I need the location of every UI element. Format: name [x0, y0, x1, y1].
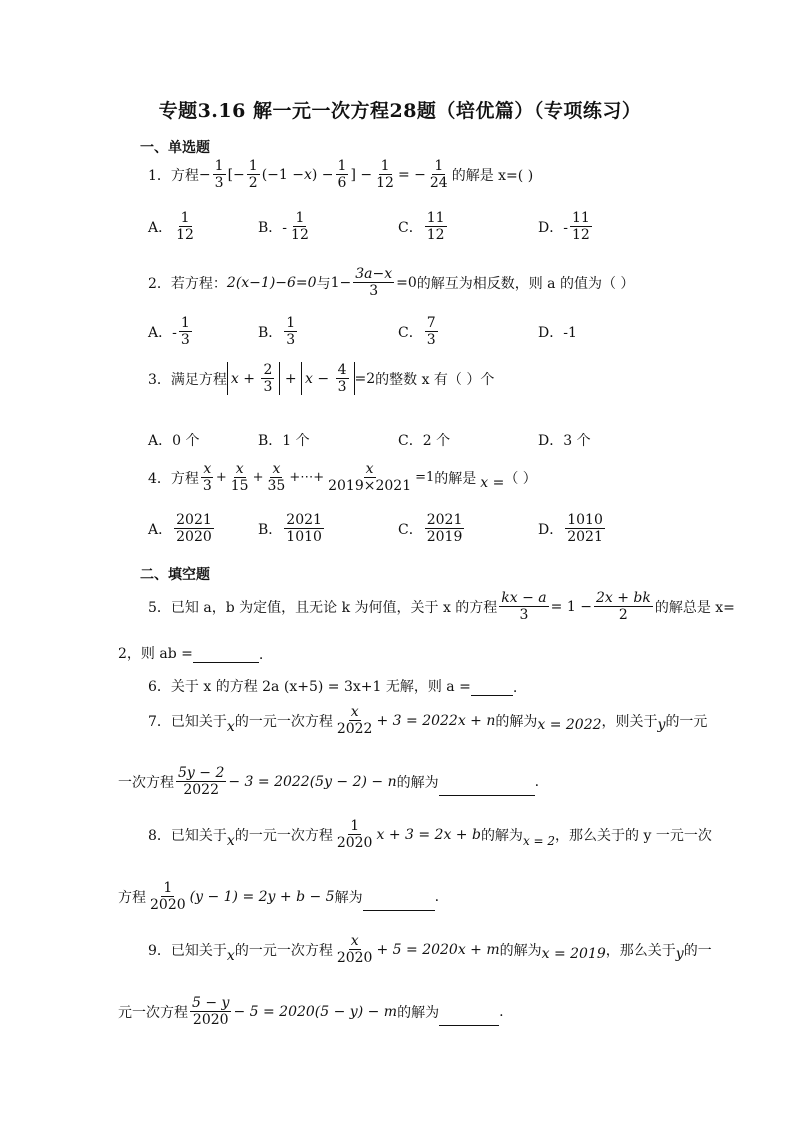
question-8-line-1: 8．已知关于 x 的一元一次方程 $\frac{1}{2020}$ x + 3 = 2x + b 的解为 x = 2 ，那么关于的 y 一元一次 [148, 818, 712, 851]
q2-equation-1: 2(x−1)−6=0 [226, 274, 317, 291]
q1-option-a: A． $\frac{1}{12}$ [148, 210, 194, 243]
question-2: 2．若方程： 2(x−1)−6=0 与 1− $\frac{3a-x}{3}$ =0 的解互为相反数，则 a 的值为（ ） [148, 266, 635, 299]
q1-equation: − $\frac{1}{3}$ [− $\frac{1}{2}$ (−1 − x ) − $\frac{1}{6}$ ] − $\frac{1}{12}$ = − $\frac{1}{24}$ [198, 158, 448, 191]
q4-equation: $\frac{x}{3}$ + $\frac{x}{15}$ + $\frac{x}{35}$ +⋯+ $\frac{x}{2019\times 2021}$ =1 [202, 461, 435, 494]
question-9-line-1: 9．已知关于 x 的一元一次方程 $\frac{x}{2020}$ + 5 = 2020x + m 的解为 x = 2019 ，那么关于 y 的一 [148, 933, 712, 966]
question-6: 6．关于 x 的方程 2a (x+5) = 3x+1 无解，则 a = . [148, 679, 518, 696]
q1-prefix: 1．方程 [148, 167, 199, 184]
q2-option-d: D．-1 [538, 325, 577, 341]
q3-option-d: D．3 个 [538, 433, 591, 449]
q1-option-b: B．- $\frac{1}{12}$ [258, 210, 309, 243]
q2-equation-2: 1− $\frac{3a-x}{3}$ =0 [330, 266, 417, 299]
section-heading-fill-blank: 二、填空题 [140, 567, 210, 583]
question-5-line-1: 5．已知 a，b 为定值，且无论 k 为何值，关于 x 的方程 $\frac{kx - a}{3}$ = 1 − $\frac{2x + bk}{2}$ 的解总是 x= [148, 590, 735, 623]
question-8-line-2: 方程 $\frac{1}{2020}$ (y − 1) = 2y + b − 5 解为 . [118, 880, 440, 913]
q3-option-a: A．0 个 [148, 433, 200, 449]
q3-equation: x + $\frac{2}{3}$ + x − $\frac{4}{3}$ =2 [227, 362, 375, 395]
question-5-line-2: 2，则 ab = . [118, 646, 264, 663]
question-7-line-2: 一次方程 $\frac{5y - 2}{2022}$ − 3 = 2022(5y − 2) − n 的解为 . [118, 765, 540, 798]
q3-option-c: C．2 个 [398, 433, 451, 449]
q7-answer-blank[interactable] [439, 781, 535, 796]
q4-option-a: A． $\frac{2021}{2020}$ [148, 512, 212, 545]
q2-option-c: C． $\frac{7}{3}$ [398, 315, 436, 348]
q5-answer-blank[interactable] [193, 648, 259, 663]
q4-option-b: B． $\frac{2021}{1010}$ [258, 512, 322, 545]
q3-option-b: B．1 个 [258, 433, 310, 449]
question-9-line-2: 元一次方程 $\frac{5 - y}{2020}$ − 5 = 2020(5 − y) − m 的解为 . [118, 995, 504, 1028]
page-title: 专题3.16 解一元一次方程28题（培优篇）（专项练习） [158, 100, 642, 122]
question-4: 4．方程 $\frac{x}{3}$ + $\frac{x}{15}$ + $\frac{x}{35}$ +⋯+ $\frac{x}{2019\times 2021}$ =1 的解是 x = （ ） [148, 461, 537, 494]
q4-option-c: C． $\frac{2021}{2019}$ [398, 512, 463, 545]
q9-answer-blank[interactable] [439, 1011, 499, 1026]
q8-answer-blank[interactable] [363, 896, 435, 911]
question-7-line-1: 7．已知关于 x 的一元一次方程 $\frac{x}{2022}$ + 3 = 2022x + n 的解为 x = 2022 ，则关于 y 的一元 [148, 704, 708, 737]
question-3: 3．满足方程 x + $\frac{2}{3}$ + x − $\frac{4}{3}$ =2 的整数 x 有（ ）个 [148, 362, 495, 395]
q1-option-c: C． $\frac{11}{12}$ [398, 210, 445, 243]
section-heading-single-choice: 一、单选题 [140, 140, 210, 156]
q1-option-d: D．- $\frac{11}{12}$ [538, 210, 590, 243]
q6-answer-blank[interactable] [471, 681, 513, 696]
q2-option-a: A．- $\frac{1}{3}$ [148, 315, 190, 348]
q2-option-b: B． $\frac{1}{3}$ [258, 315, 296, 348]
question-1 [148, 158, 533, 191]
q4-option-d: D． $\frac{1010}{2021}$ [538, 512, 603, 545]
q1-tail: 的解是 x=( ) [451, 167, 534, 184]
